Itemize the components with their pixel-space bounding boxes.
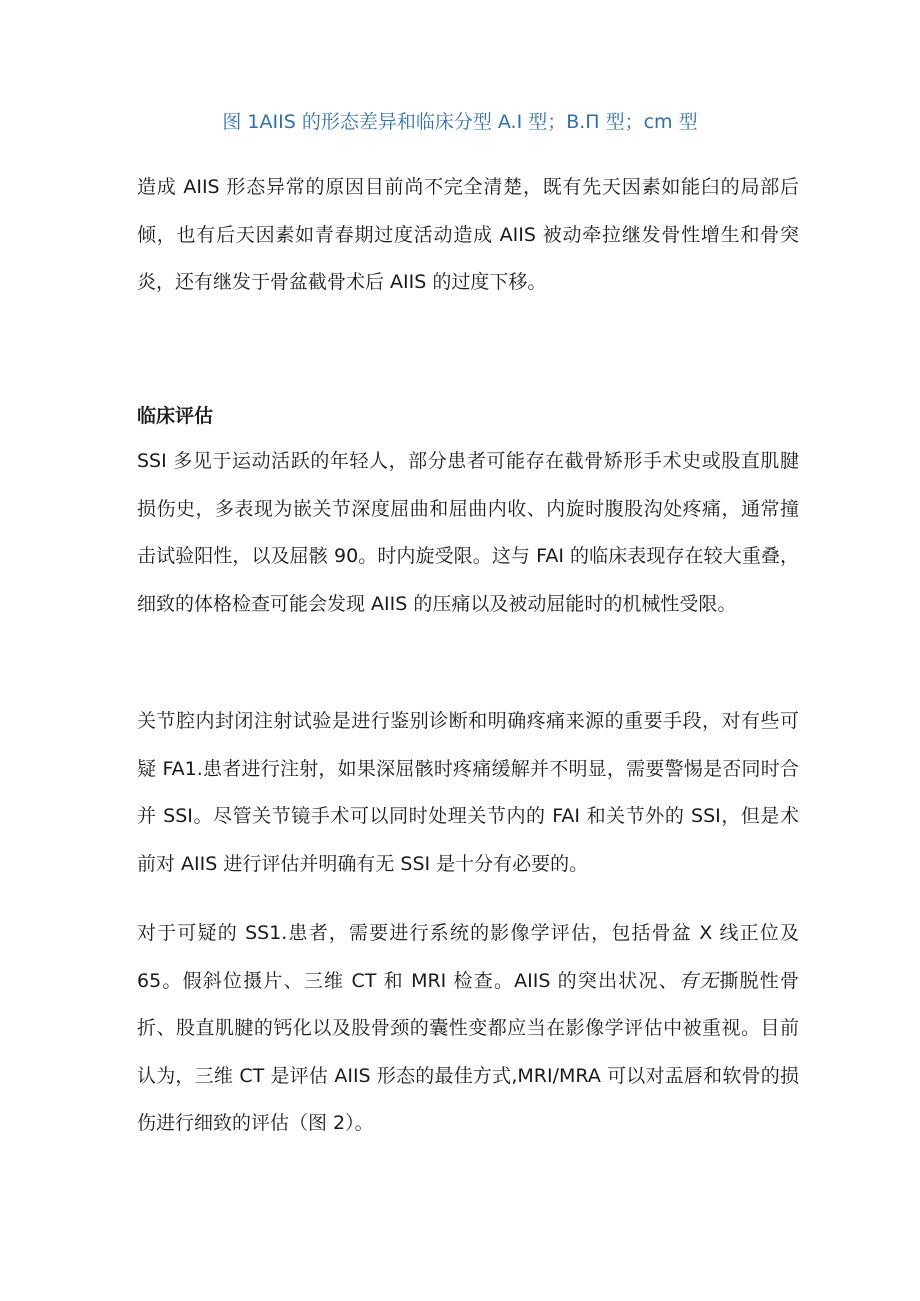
paragraph-imaging-evaluation (137, 910, 799, 1148)
figure-caption: 图 1AIIS 的形态差异和临床分型 A.I 型；B.Π 型；cm 型 (222, 111, 698, 133)
paragraph-imaging-italic-text: 有无 (678, 969, 720, 992)
paragraph-imaging-text-1: 对于可疑的 SS1.患者，需要进行系统的影像学评估，包括骨盆 X 线正位及 65。假斜位摄片、三维 CT 和 MRI 检查。AIIS 的突出状况、 (137, 922, 799, 992)
paragraph-etiology: 造成 AIIS 形态异常的原因目前尚不完全清楚，既有先天因素如能臼的局部后倾，也有后天因素如青春期过度活动造成 AIIS 被动牵拉继发骨性增生和骨突炎，还有继发于骨盆截骨术后 AIIS 的过度下移。 (137, 176, 799, 293)
paragraph-imaging-text-2: 撕脱性骨折、股直肌腱的钙化以及股骨颈的囊性变都应当在影像学评估中被重视。目前认为，三维 CT 是评估 AIIS 形态的最佳方式,MRI∕MRA 可以对盂唇和软骨的损伤进行细致的评估（图 2）。 (137, 969, 799, 1134)
section-heading-clinical-evaluation: 临床评估 (137, 405, 214, 427)
paragraph-clinical-presentation: SSI 多见于运动活跃的年轻人，部分患者可能存在截骨矫形手术史或股直肌腱损伤史，多表现为嵌关节深度屈曲和屈曲内收、内旋时腹股沟处疼痛，通常撞击试验阳性，以及屈骸 90。时内旋受限。这与 FAI 的临床表现存在较大重叠，细致的体格检查可能会发现 AIIS 的压痛以及被动屈能时的机械性受限。 (137, 450, 799, 615)
paragraph-injection-test: 关节腔内封闭注射试验是进行鉴别诊断和明确疼痛来源的重要手段，对有些可疑 FA1.患者进行注射，如果深屈骸时疼痛缓解并不明显，需要警惕是否同时合并 SSI。尽管关节镜手术可以同时处理关节内的 FAI 和关节外的 SSI，但是术前对 AIIS 进行评估并明确有无 SSI 是十分有必要的。 (137, 710, 799, 875)
